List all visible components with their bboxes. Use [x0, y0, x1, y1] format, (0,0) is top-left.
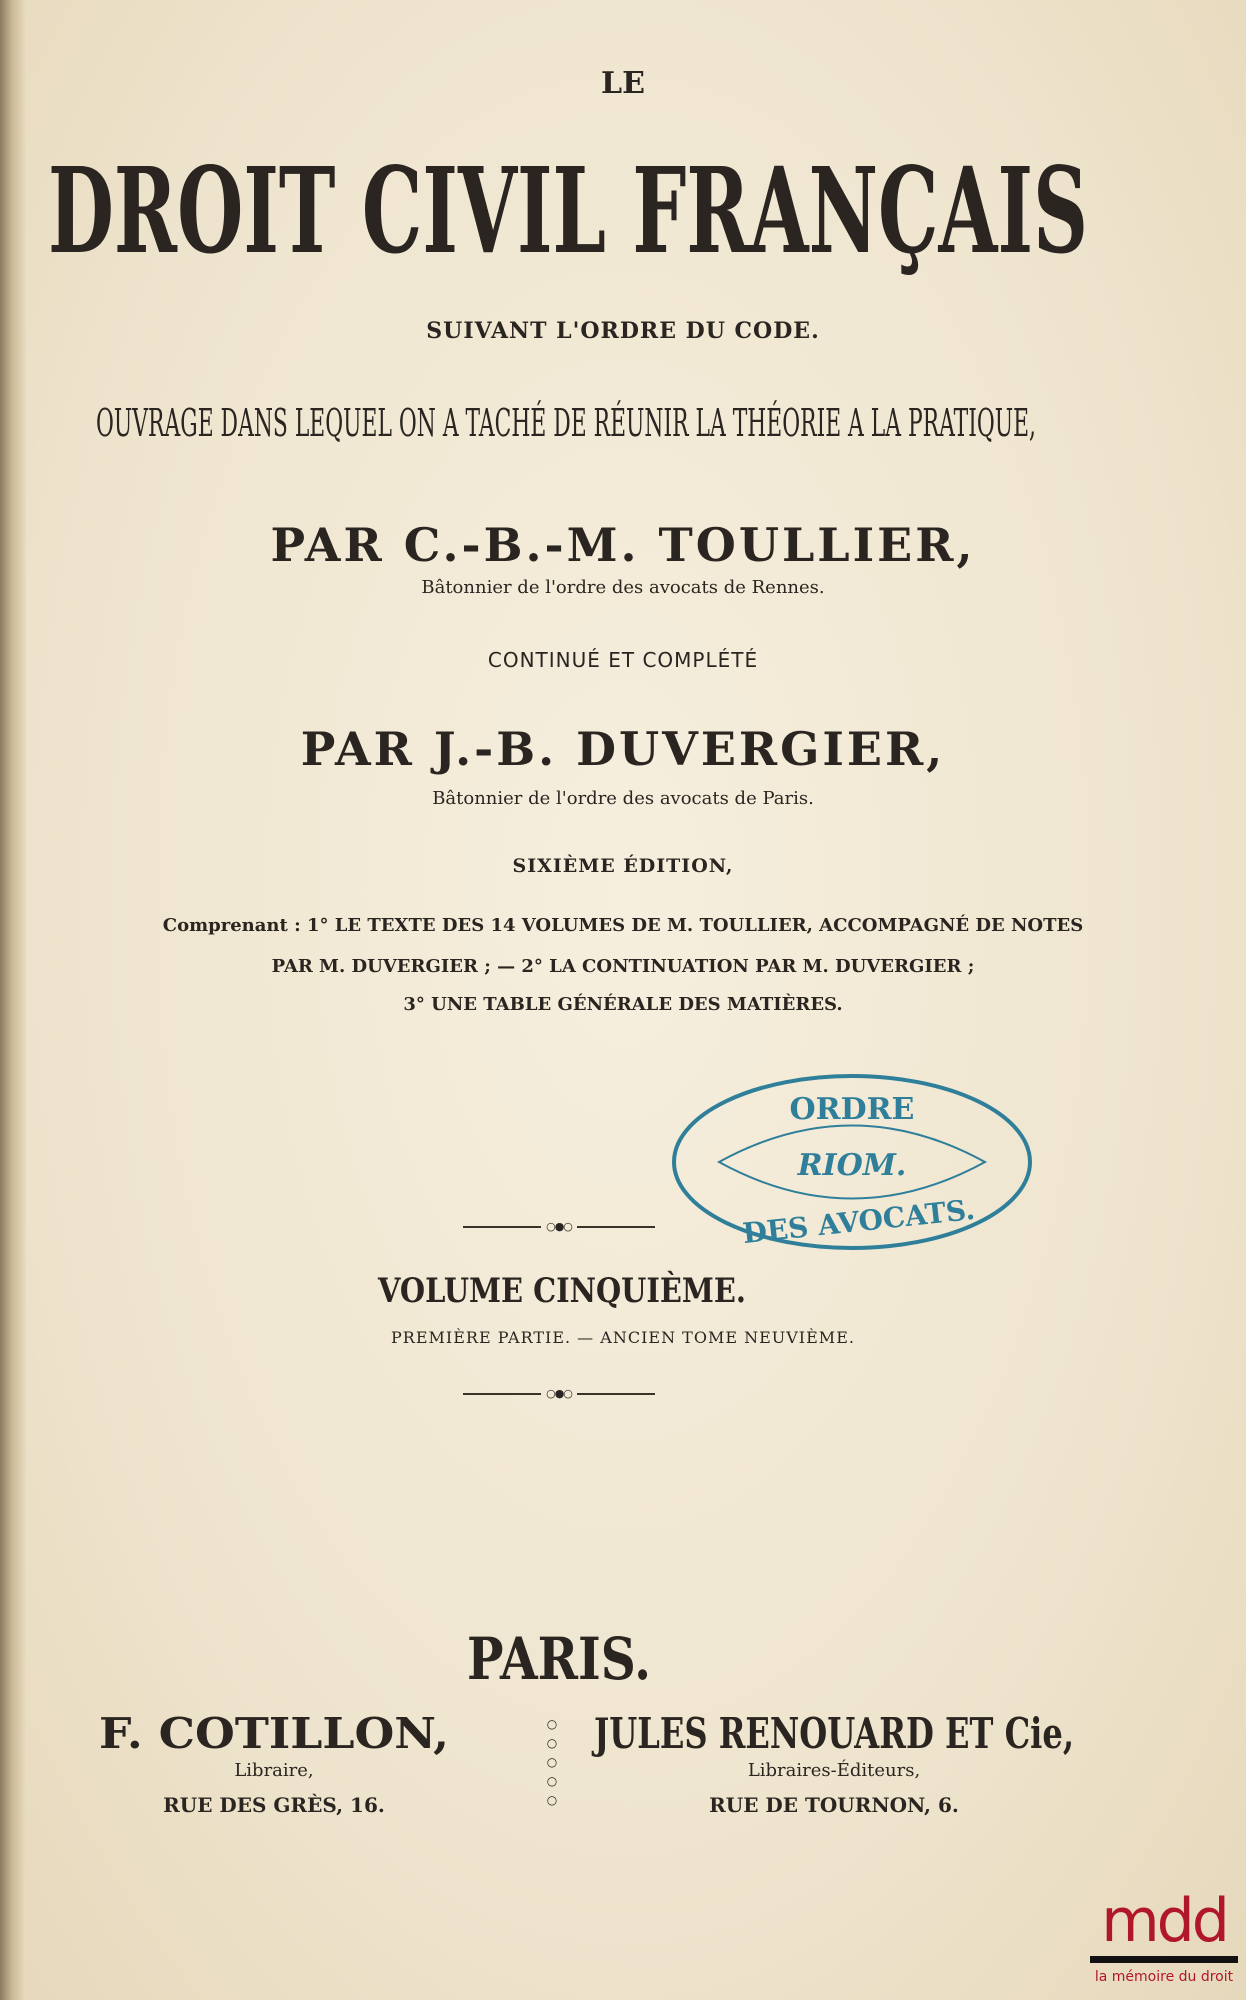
title-article: LE — [601, 66, 645, 101]
contents-line-1: Comprenant : 1° LE TEXTE DES 14 VOLUMES DE M. TOULLIER, ACCOMPAGNÉ DE NOTES — [162, 915, 1084, 936]
ornament-divider: ○●○ — [463, 1221, 655, 1233]
edition: SIXIÈME ÉDITION, — [512, 855, 734, 877]
continued-label: CONTINUÉ ET COMPLÉTÉ — [487, 648, 759, 672]
stamp-top-text: ORDRE — [789, 1092, 915, 1127]
description — [96, 398, 1036, 444]
contents-line-3: 3° UNE TABLE GÉNÉRALE DES MATIÈRES. — [403, 994, 843, 1015]
publisher-1-name — [99, 1708, 449, 1756]
description-text: OUVRAGE DANS LEQUEL ON A TACHÉ DE RÉUNIR LA THÉORIE A LA PRATIQUE, — [96, 401, 1036, 445]
city-text: PARIS. — [467, 1625, 651, 1693]
logo-mark: mdd — [1101, 1886, 1227, 1956]
publisher-2-address: RUE DE TOURNON, 6. — [709, 1793, 959, 1817]
publisher-1-address: RUE DES GRÈS, 16. — [163, 1793, 385, 1817]
mdd-logo — [1088, 1886, 1240, 1985]
publisher-2-name-text: JULES RENOUARD ET Cie, — [590, 1709, 1074, 1758]
publisher-1-name-text: F. COTILLON, — [99, 1709, 449, 1758]
author-2-role: Bâtonnier de l'ordre des avocats de Paris. — [432, 788, 814, 809]
publisher-2-name — [590, 1708, 1074, 1758]
publisher-1 — [74, 1708, 474, 1817]
publisher-2 — [574, 1708, 1094, 1817]
main-title — [48, 140, 1088, 280]
logo-rule — [1090, 1956, 1238, 1963]
city — [467, 1625, 651, 1693]
bar-association-stamp — [669, 1069, 1036, 1256]
author-1-role: Bâtonnier de l'ordre des avocats de Rennes. — [421, 577, 825, 598]
publisher-divider: ○ ○ ○ ○ ○ — [546, 1717, 558, 1807]
author-2: PAR J.-B. DUVERGIER, — [300, 722, 946, 776]
volume-label — [378, 1268, 812, 1311]
publisher-1-role: Libraire, — [234, 1760, 314, 1781]
publisher-2-role: Libraires-Éditeurs, — [747, 1760, 921, 1781]
volume-text: VOLUME CINQUIÈME. — [378, 1271, 812, 1311]
stamp-bottom-text: DES AVOCATS. — [741, 1192, 977, 1251]
subtitle: SUIVANT L'ORDRE DU CODE. — [426, 318, 820, 344]
ornament-divider: ○●○ — [463, 1388, 655, 1400]
part-label: PREMIÈRE PARTIE. — ANCIEN TOME NEUVIÈME. — [391, 1328, 855, 1347]
logo-tagline: la mémoire du droit — [1094, 1969, 1234, 1985]
author-1: PAR C.-B.-M. TOULLIER, — [270, 518, 976, 572]
main-title-text: DROIT CIVIL FRANÇAIS — [48, 141, 1088, 280]
stamp-center-text: RIOM. — [797, 1148, 907, 1183]
contents-line-2: PAR M. DUVERGIER ; — 2° LA CONTINUATION PAR M. DUVERGIER ; — [271, 956, 975, 977]
